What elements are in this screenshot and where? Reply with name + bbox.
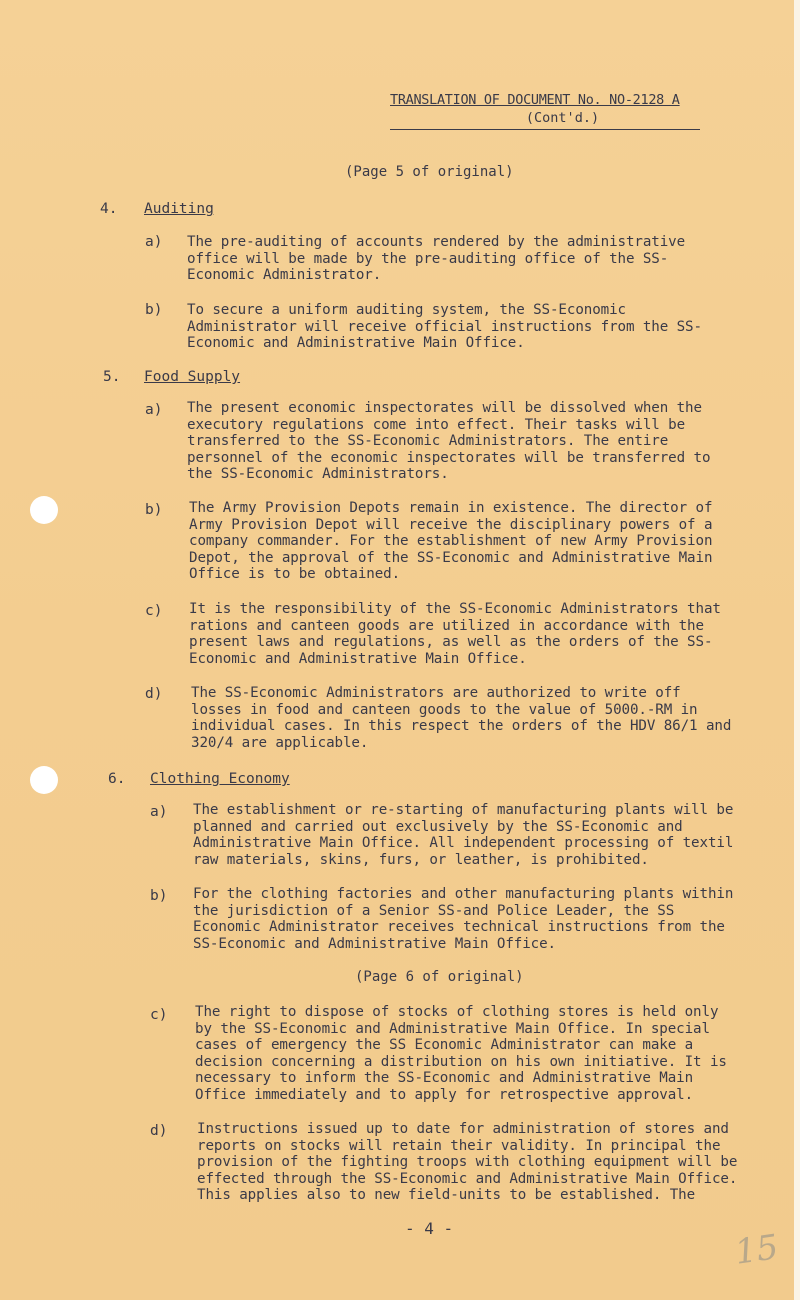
header-rule (390, 129, 700, 130)
item-label: b) (150, 888, 168, 904)
item-text: To secure a uniform auditing system, the SS-Economic Administrator will receive official instructions from the SS-Economic and Administrative Main Office. (187, 302, 702, 351)
section-number: 6. (108, 771, 126, 787)
item-text: The SS-Economic Administrators are authorized to write off losses in food and canteen goods to the value of 5000.-RM in individual cases. In this respect the orders of the HDV 86/1 and 320/4 are applicable. (191, 685, 732, 751)
document-header (390, 92, 705, 130)
item-text: The present economic inspectorates will be dissolved when the executory regulations come into effect. Their tasks will be transferred to the SS-Economic Administrators. The entire personnel of the economic inspectorates will be transferred to the SS-Economic Administrators. (187, 400, 711, 482)
section-number: 4. (100, 201, 118, 217)
item-label: d) (150, 1123, 168, 1139)
item-label: c) (150, 1007, 168, 1023)
item-label: b) (145, 302, 163, 318)
item-text: For the clothing factories and other manufacturing plants within the jurisdiction of a Senior SS-and Police Leader, the SS Economic Administrator receives technical instructions from the SS-Economic and Administrative Main Office. (193, 886, 734, 952)
item-label: c) (145, 603, 163, 619)
section-number: 5. (103, 369, 121, 385)
punch-hole (30, 496, 58, 524)
section-title: Auditing (144, 201, 214, 217)
section-title: Food Supply (144, 369, 241, 385)
item-label: a) (150, 804, 168, 820)
item-text: The Army Provision Depots remain in existence. The director of Army Provision Depot will receive the disciplinary powers of a company commander. For the establishment of new Army Provision Depot, the approval of the SS-Economic and Administrative Main Office is to be obtained. (189, 500, 713, 582)
item-text: The right to dispose of stocks of clothing stores is held only by the SS-Economic and Administrative Main Office. In special cases of emergency the SS Economic Administrator can make a decision concerning a distribution on his own initiative. It is necessary to inform the SS-Economic and Administrative Main Office immediately and to apply for retrospective approval. (195, 1004, 727, 1103)
item-text: The establishment or re-starting of manufacturing plants will be planned and carried out exclusively by the SS-Economic and Administrative Main Office. All independent processing of textil raw materials, skins, furs, or leather, is prohibited. (193, 802, 734, 868)
page-reference: (Page 5 of original) (345, 164, 514, 180)
item-text: Instructions issued up to date for administration of stores and reports on stocks will retain their validity. In principal the provision of the fighting troops with clothing equipment will be effected through the SS-Economic and Administrative Main Office. This applies also to new field-units to be established. The (197, 1121, 738, 1203)
item-label: d) (145, 686, 163, 702)
page-reference: (Page 6 of original) (355, 969, 524, 985)
punch-hole (30, 766, 58, 794)
continued-label: (Cont'd.) (525, 110, 600, 126)
handwritten-page-mark: 15 (732, 1227, 781, 1273)
item-text: The pre-auditing of accounts rendered by the administrative office will be made by the pre-auditing office of the SS-Economic Administrator. (187, 234, 686, 283)
item-text: It is the responsibility of the SS-Economic Administrators that rations and canteen goods are utilized in accordance with the present laws and regulations, as well as the orders of the SS-Economic and Administrative Main Office. (189, 601, 721, 667)
paper-edge (794, 0, 800, 1300)
document-title: TRANSLATION OF DOCUMENT No. NO-2128 A (390, 92, 680, 108)
page-number: - 4 - (405, 1219, 454, 1238)
item-label: a) (145, 402, 163, 418)
item-label: b) (145, 502, 163, 518)
section-title: Clothing Economy (150, 771, 290, 787)
item-label: a) (145, 234, 163, 250)
